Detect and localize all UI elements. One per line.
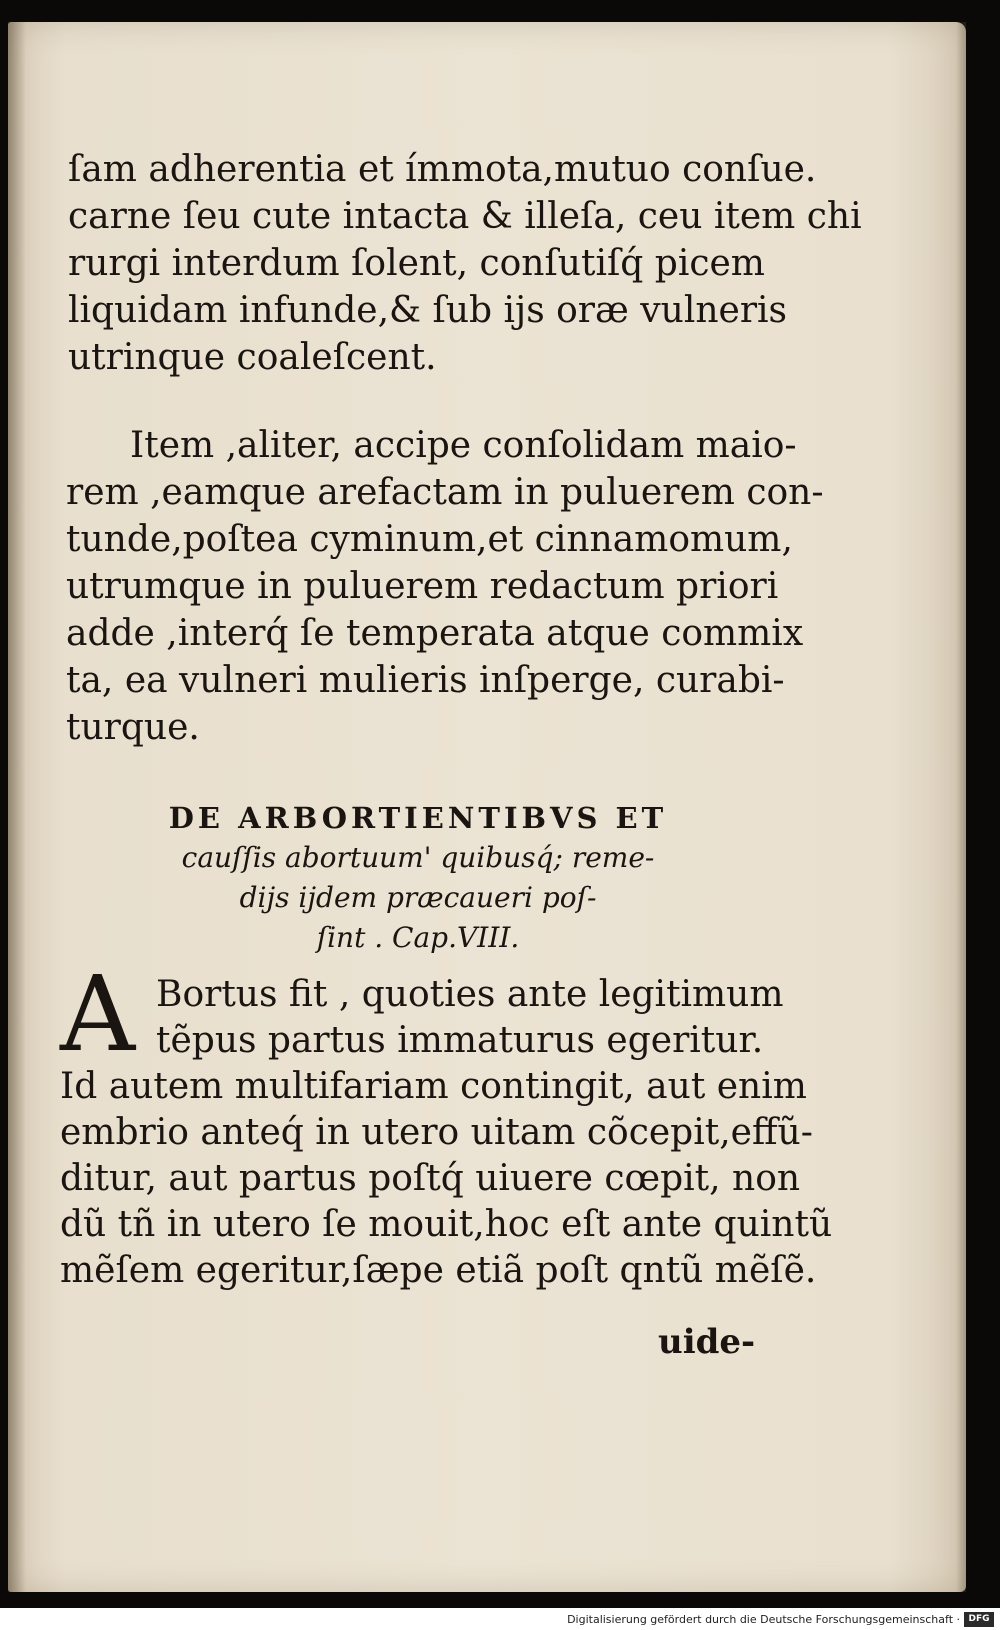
text-line: utrinque coaleſcent. [68, 337, 437, 378]
book-page [8, 22, 966, 1592]
text-line: mẽſem egeritur,ſæpe etiã poſt qntũ mẽſẽ. [60, 1250, 817, 1291]
page-edge [956, 22, 966, 1592]
digitization-footer [0, 1608, 1000, 1630]
spine-shadow [8, 22, 26, 1592]
dfg-logo: DFG [964, 1612, 994, 1627]
text-line: ditur, aut partus poſtq́ uiuere cœpit, non [60, 1158, 801, 1199]
text-line: carne ſeu cute intacta & illeſa, ceu item chi [68, 196, 862, 237]
heading-italic-line: cauſſis abortuum' quibusq́; reme- [181, 841, 655, 874]
drop-capital: A [60, 953, 136, 1075]
text-line: rem ,eamque arefactam in puluerem con- [66, 472, 824, 513]
heading-italic-line: dijs ijdem præcaueri poſ- [239, 881, 597, 914]
text-line: ta, ea vulneri mulieris inſperge, curabi- [66, 660, 785, 701]
text-line: Id autem multifariam contingit, aut enim [60, 1066, 807, 1107]
paragraph-2 [66, 422, 824, 751]
heading-caps-line: DE ARBORTIENTIBVS ET [168, 801, 668, 835]
chapter-heading [108, 798, 728, 958]
text-line: rurgi interdum ſolent, conſutiſq́ picem [68, 243, 765, 284]
text-line: turque. [66, 707, 200, 748]
text-line: tẽpus partus immaturus egeritur. [156, 1020, 764, 1061]
text-line: tunde,poſtea cyminum,et cinnamomum, [66, 519, 793, 560]
text-line: utrumque in puluerem redactum priori [66, 566, 779, 607]
paragraph-1 [68, 146, 862, 381]
text-line: Item ,aliter, accipe conſolidam maio- [130, 425, 797, 466]
paragraph-3 [60, 972, 832, 1294]
heading-italic-line: ſint . Cap.VIII. [316, 921, 520, 954]
text-line: dũ tñ in utero ſe mouit,hoc eſt ante quintũ [60, 1204, 833, 1245]
text-line: ſam adherentia et ímmota,mutuo conſue. [68, 149, 817, 190]
text-line: Bortus fit , quoties ante legitimum [156, 974, 784, 1015]
funding-credit: Digitalisierung gefördert durch die Deutsche Forschungsgemeinschaft · [567, 1613, 960, 1626]
text-line: liquidam infunde,& ſub ijs oræ vulneris [68, 290, 788, 331]
text-line: adde ,interq́ ſe temperata atque commix [66, 613, 804, 654]
catchword: uide- [658, 1322, 756, 1362]
text-line: embrio anteq́ in utero uitam cõcepit,effũ- [60, 1112, 813, 1153]
